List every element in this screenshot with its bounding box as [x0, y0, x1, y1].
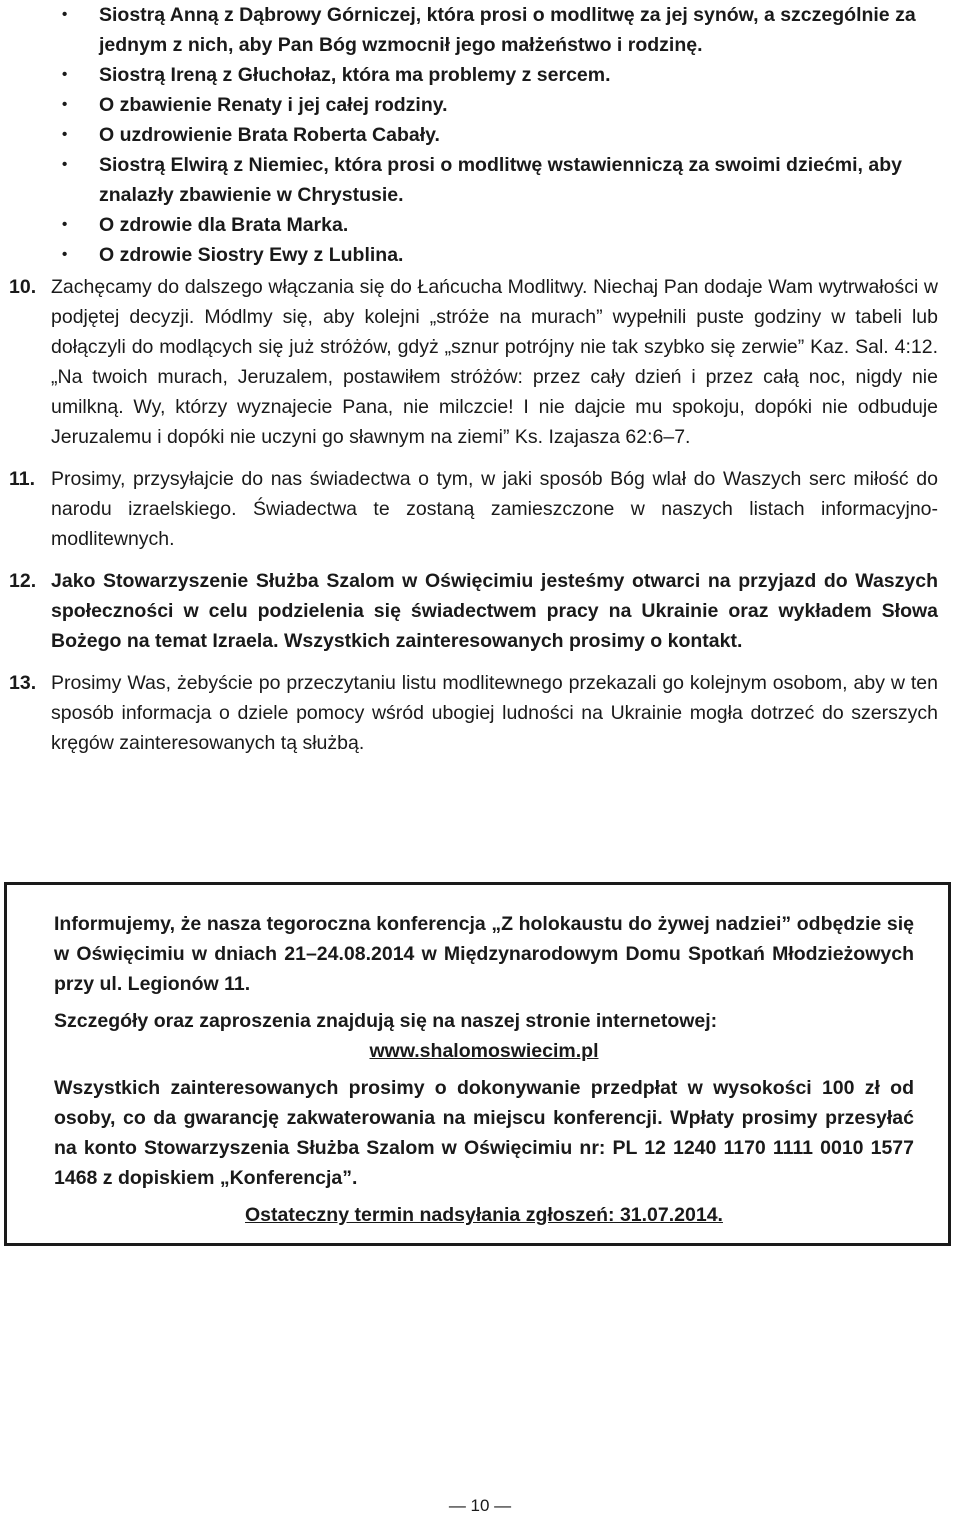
conference-notice-box — [4, 882, 951, 1246]
paragraph-10 — [0, 272, 960, 452]
bullet-icon: • — [62, 96, 68, 113]
paragraph-number: 13. — [9, 672, 37, 694]
paragraph-13 — [0, 668, 960, 758]
paragraph-text: Prosimy, przysyłajcie do nas świadectwa o tym, w jaki sposób Bóg wlał do Waszych serc miłość do narodu izraelskiego. Świadectwa te zostaną zamieszczone w naszych listach informacyjno-modlitewnych. — [51, 468, 938, 550]
website-link[interactable]: www.shalomoswiecim.pl — [369, 1040, 599, 1062]
page-number: — 10 — — [448, 1496, 512, 1515]
list-item: • Siostrą Anną z Dąbrowy Górniczej, która prosi o modlitwę za jej synów, a szczególnie za jednym z nich, aby Pan Bóg wzmocnił jego małżeństwo i rodzinę. — [0, 0, 960, 60]
paragraph-text: Zachęcamy do dalszego włączania się do Łańcucha Modlitwy. Niechaj Pan dodaje Wam wytrwałości w podjętej decyzji. Módlmy się, aby kolejni „stróże na murach” wypełnili puste godziny w tabeli lub dołączyli do modlących się już stróżów, gdyż „sznur potrójny nie tak szybko się zerwie” Kaz. Sal. 4:12. „Na twoich murach, Jeruzalem, postawiłem stróżów: przez cały dzień i przez całą noc, nigdy nie umilkną. Wy, którzy wyznajecie Pana, nie milczcie! I nie dajcie mu spokoju, dopóki nie odbuduje Jeruzalemu i dopóki nie uczyni go sławnym na ziemi” Ks. Izajasza 62:6–7. — [51, 276, 938, 448]
notice-content — [54, 909, 914, 1230]
paragraph-number: 11. — [9, 468, 36, 490]
notice-announcement: Informujemy, że nasza tegoroczna konferencja „Z holokaustu do żywej nadziei” odbędzie się w Oświęcimiu w dniach 21–24.08.2014 w Międzynarodowym Domu Spotkań Młodzieżowych przy ul. Legionów 11. — [54, 913, 914, 995]
bullet-icon: • — [62, 246, 68, 263]
notice-deadline: Ostateczny termin nadsyłania zgłoszeń: 31.07.2014. — [245, 1204, 723, 1226]
paragraph-text: Prosimy Was, żebyście po przeczytaniu listu modlitewnego przekazali go kolejnym osobom, aby w ten sposób informacja o dziele pomocy wśród ubogiej ludności na Ukrainie mogła dotrzeć do szerszych kręgów zainteresowanych tą służbą. — [51, 672, 938, 754]
paragraph-text: Jako Stowarzyszenie Służba Szalom w Oświęcimiu jesteśmy otwarci na przyjazd do Waszych społeczności w celu podzielenia się świadectwem pracy na Ukrainie oraz wykładem Słowa Bożego na temat Izraela. Wszystkich zainteresowanych prosimy o kontakt. — [51, 570, 938, 652]
bullet-icon: • — [62, 6, 68, 23]
bullet-icon: • — [62, 126, 68, 143]
paragraph-number: 10. — [9, 276, 37, 298]
list-item: • O zdrowie Siostry Ewy z Lublina. — [0, 240, 960, 270]
bullet-icon: • — [62, 156, 68, 173]
list-item: • O zdrowie dla Brata Marka. — [0, 210, 960, 240]
paragraph-number: 12. — [9, 570, 37, 592]
list-item: • Siostrą Elwirą z Niemiec, która prosi o modlitwę wstawienniczą za swoimi dziećmi, aby znalazły zbawienie w Chrystusie. — [0, 150, 960, 210]
numbered-paragraphs — [0, 272, 960, 770]
bullet-icon: • — [62, 66, 68, 83]
notice-details: Szczegóły oraz zaproszenia znajdują się na naszej stronie internetowej: — [54, 1010, 718, 1032]
prayer-request-list — [0, 0, 960, 270]
paragraph-12 — [0, 566, 960, 656]
bullet-icon: • — [62, 216, 68, 233]
list-item: • O zbawienie Renaty i jej całej rodziny. — [0, 90, 960, 120]
paragraph-11 — [0, 464, 960, 554]
list-item: • O uzdrowienie Brata Roberta Cabały. — [0, 120, 960, 150]
list-item: • Siostrą Ireną z Głuchołaz, która ma problemy z sercem. — [0, 60, 960, 90]
notice-payment: Wszystkich zainteresowanych prosimy o dokonywanie przedpłat w wysokości 100 zł od osoby, co da gwarancję zakwaterowania na miejscu konferencji. Wpłaty prosimy przesyłać na konto Stowarzyszenia Służba Szalom w Oświęcimiu nr: PL 12 1240 1170 1111 0010 1577 1468 z dopiskiem „Konferencja”. — [54, 1077, 914, 1189]
